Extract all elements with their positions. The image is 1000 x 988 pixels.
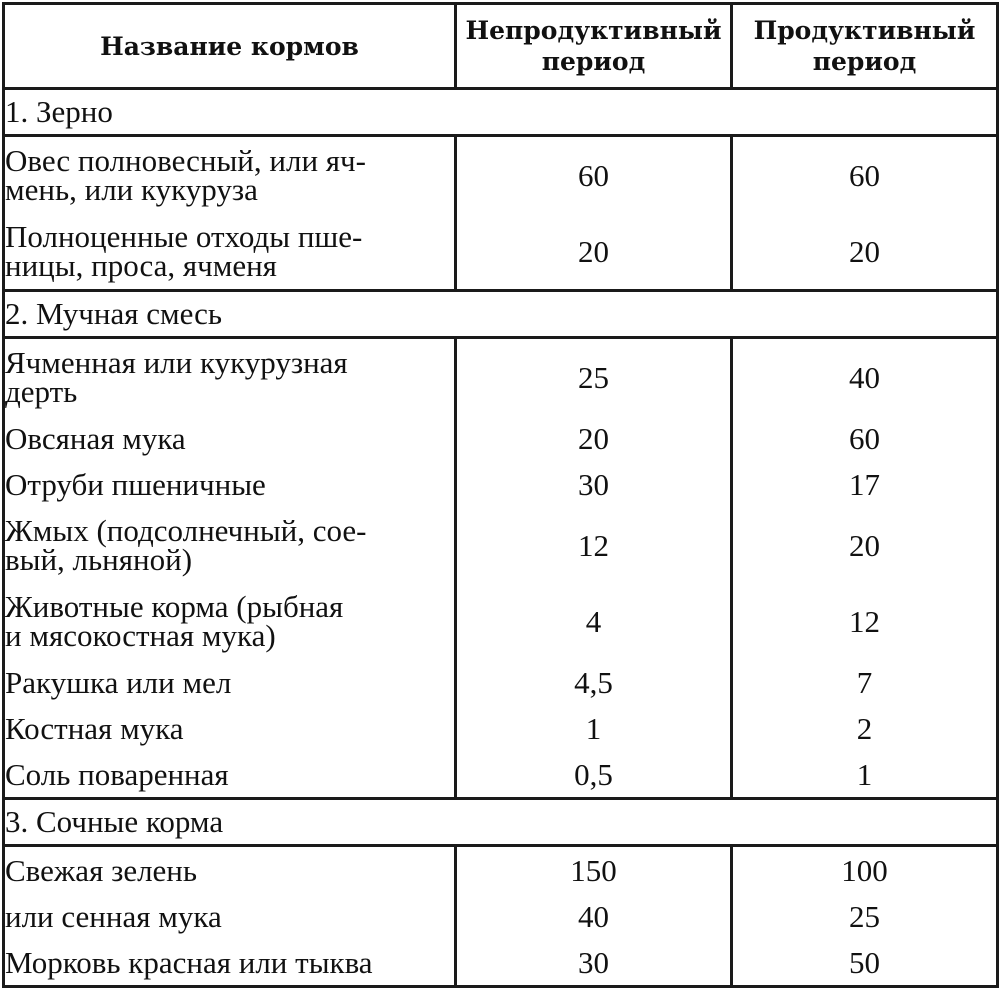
productive-value: 100 [732,846,998,894]
table-row [4,507,998,583]
section-header-grain [4,89,998,136]
section-header-succulent-feed [4,799,998,846]
productive-value: 12 [732,583,998,659]
section-title: 1. Зерно [4,89,998,136]
section-title: 2. Мучная смесь [4,291,998,338]
nonproductive-value: 20 [456,213,732,291]
column-header-nonproductive: Непродуктивный период [456,4,732,89]
feed-name: Жмых (подсолнечный, сое- вый, льняной) [4,507,456,583]
feed-name: или сенная мука [4,893,456,939]
nonproductive-value: 40 [456,893,732,939]
nonproductive-value: 12 [456,507,732,583]
productive-value: 25 [732,893,998,939]
table-row [4,338,998,416]
table-row [4,939,998,987]
table-row [4,583,998,659]
feed-name: Морковь красная или тыква [4,939,456,987]
table-row [4,136,998,214]
table-row [4,751,998,799]
productive-value: 60 [732,415,998,461]
feed-ration-table [2,2,999,988]
productive-value: 1 [732,751,998,799]
table-row [4,705,998,751]
nonproductive-value: 150 [456,846,732,894]
feed-name: Полноценные отходы пше- ницы, проса, ячменя [4,213,456,291]
productive-value: 2 [732,705,998,751]
feed-name: Овсяная мука [4,415,456,461]
productive-value: 20 [732,213,998,291]
productive-value: 7 [732,659,998,705]
productive-value: 40 [732,338,998,416]
nonproductive-value: 20 [456,415,732,461]
table-header-row [4,4,998,89]
nonproductive-value: 0,5 [456,751,732,799]
feed-name: Животные корма (рыбная и мясокостная мука) [4,583,456,659]
productive-value: 60 [732,136,998,214]
productive-value: 20 [732,507,998,583]
feed-name: Костная мука [4,705,456,751]
feed-name: Ячменная или кукурузная дерть [4,338,456,416]
nonproductive-value: 4 [456,583,732,659]
table-row [4,415,998,461]
table-row [4,893,998,939]
table-row [4,213,998,291]
nonproductive-value: 30 [456,939,732,987]
nonproductive-value: 30 [456,461,732,507]
feed-name: Соль поваренная [4,751,456,799]
feed-name: Овес полновесный, или яч- мень, или кукуруза [4,136,456,214]
nonproductive-value: 25 [456,338,732,416]
nonproductive-value: 60 [456,136,732,214]
table-row [4,659,998,705]
table-row [4,461,998,507]
section-header-flour-mix [4,291,998,338]
nonproductive-value: 4,5 [456,659,732,705]
feed-name: Свежая зелень [4,846,456,894]
section-title: 3. Сочные корма [4,799,998,846]
column-header-productive: Продуктивный период [732,4,998,89]
table-row [4,846,998,894]
nonproductive-value: 1 [456,705,732,751]
feed-name: Отруби пшеничные [4,461,456,507]
column-header-feed-name: Название кормов [4,4,456,89]
productive-value: 17 [732,461,998,507]
productive-value: 50 [732,939,998,987]
feed-name: Ракушка или мел [4,659,456,705]
